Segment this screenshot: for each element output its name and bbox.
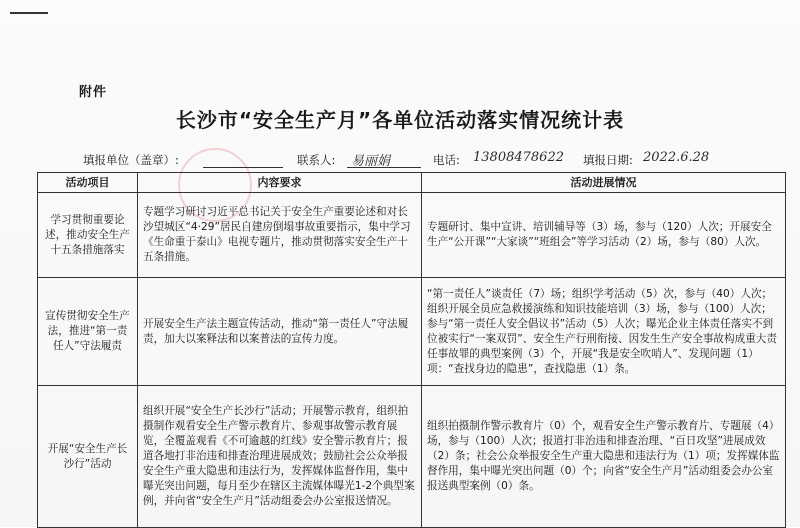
row-progress: “第一责任人”谈责任（7）场；组织学考活动（5）次，参与（40）人次；组织开展全员应急救援演练和知识技能培训（3）场，参与（100）人次；参与“第一责任人安全倡议书”活动（5）人次；曝光企业主体责任落实不到位被实行“一案双罚”、安全生产行刑衔接、因发生生产安全事故构成重大责任事故罪的典型案例（3）个，开展“我是安全吹哨人”、发现问题（1）项：“查找身边的隐患”，查找隐患（1）条。 — [422, 278, 786, 386]
unit-blank — [203, 167, 283, 168]
header-requirement: 内容要求 — [138, 173, 422, 193]
row-progress: 专题研讨、集中宣讲、培训辅导等（3）场，参与（120）人次；开展安全生产“公开课”“大家谈”“班组会”等学习活动（2）场，参与（80）人次。 — [422, 193, 786, 278]
row-project: 学习贯彻重要论述，推动安全生产十五条措施落实 — [38, 193, 138, 278]
unit-label: 填报单位（盖章）: — [83, 153, 179, 167]
row-requirement: 组织开展“安全生产长沙行”活动；开展警示教育，组织拍摄制作观看安全生产警示教育片、参观事故警示教育展览，全覆盖观看《不可逾越的红线》安全警示教育片；报道各地打非治违和排查治理进展成效；鼓励社会公众举报安全生产重大隐患和违法行为，发挥媒体监督作用，集中曝光突出问题，每月至少在辖区主流媒体曝光1-2个典型案例，并向省“安全生产月”活动组委会办公室报送情况。 — [138, 386, 422, 528]
corner-mark — [10, 12, 48, 14]
header-progress: 活动进展情况 — [422, 173, 786, 193]
page-title: 长沙市“安全生产月”各单位活动落实情况统计表 — [175, 108, 625, 132]
table-row — [38, 193, 786, 278]
table-row — [38, 278, 786, 386]
phone-value: 13808478622 — [473, 150, 564, 165]
info-row — [83, 152, 783, 172]
table-header-row — [38, 173, 786, 193]
row-requirement: 开展安全生产法主题宣传活动，推动“第一责任人”守法履责，加大以案释法和以案普法的宣传力度。 — [138, 278, 422, 386]
phone-label: 电话: — [433, 153, 460, 167]
attachment-label: 附件 — [79, 85, 108, 100]
statistics-table — [37, 172, 786, 528]
contact-label: 联系人: — [297, 153, 336, 167]
row-progress: 组织拍摄制作警示教育片（0）个，观看安全生产警示教育片、专题展（4）场，参与（100）人次；报道打非治违和排查治理、“百日攻坚”进展成效（2）条；社会公众举报安全生产重大隐患和违法行为（1）项；发挥媒体监督作用，集中曝光突出问题（0）个；向省“安全生产月”活动组委会办公室报送典型案例（0）条。 — [422, 386, 786, 528]
row-project: 宣传贯彻安全生产法，推进“第一责任人”守法履责 — [38, 278, 138, 386]
date-label: 填报日期: — [583, 153, 633, 167]
row-requirement: 专题学习研讨习近平总书记关于安全生产重要论述和对长沙望城区“4·29”居民自建房倒塌事故重要指示，集中学习《生命重于泰山》电视专题片，推动贯彻落实安全生产十五条措施。 — [138, 193, 422, 278]
date-value: 2022.6.28 — [643, 150, 710, 165]
contact-value: 易丽娟 — [351, 154, 391, 169]
header-project: 活动项目 — [38, 173, 138, 193]
row-project: 开展“安全生产长沙行”活动 — [38, 386, 138, 528]
table-row — [38, 386, 786, 528]
contact-blank — [347, 167, 421, 168]
